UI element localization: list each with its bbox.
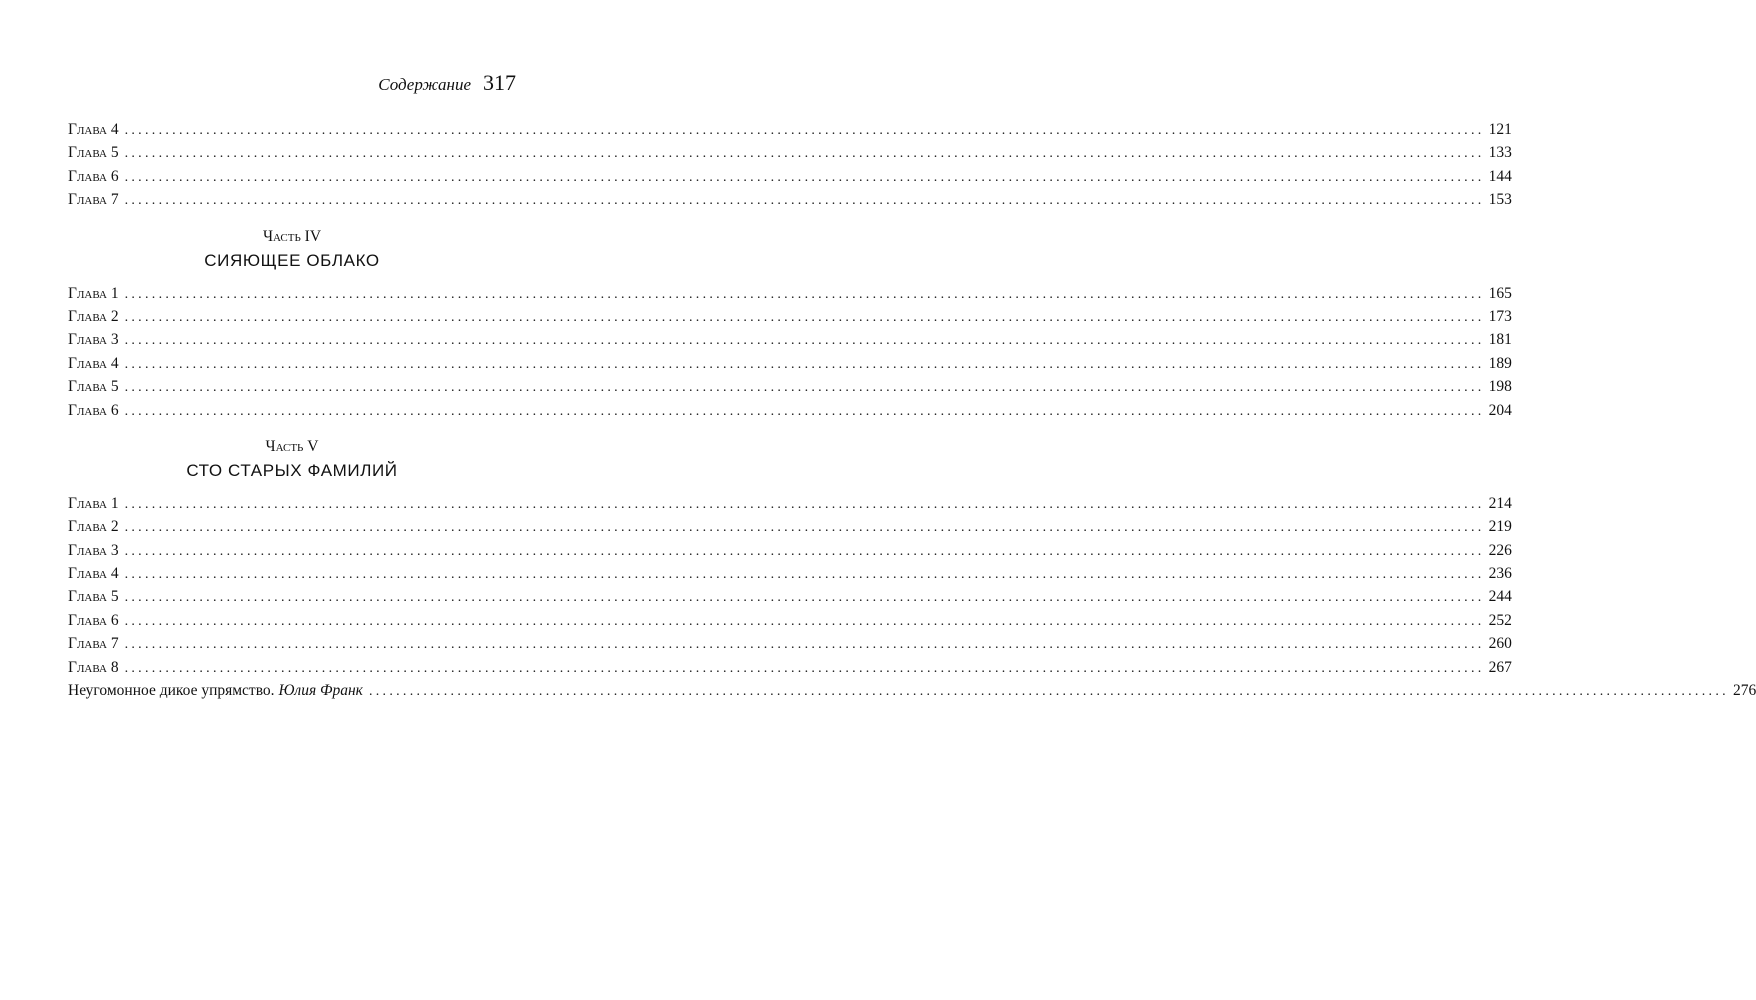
toc-entry-label: Глава 6	[68, 611, 119, 629]
toc-entry-label: Глава 1	[68, 494, 119, 512]
toc-entry	[68, 118, 1512, 141]
toc-entry	[68, 305, 1512, 328]
toc-entry-label: Глава 3	[68, 331, 119, 349]
toc-entry	[68, 399, 1512, 422]
afterword-title: Неугомонное дикое упрямство.	[68, 682, 275, 700]
dot-leader: ........................................................................................................................................................................................................	[124, 146, 1485, 162]
toc-entry-page: 226	[1488, 541, 1512, 559]
running-title: Содержание	[378, 75, 471, 94]
toc-entry	[68, 282, 1512, 305]
toc-entry-page: 214	[1488, 494, 1512, 512]
toc-entry-page: 153	[1488, 191, 1512, 209]
toc-entry-label: Глава 2	[68, 518, 119, 536]
toc-entry	[68, 328, 1512, 351]
part-title: СИЯЮЩЕЕ ОБЛАКО	[204, 250, 380, 270]
toc-entry-page: 189	[1488, 354, 1512, 372]
toc-entry	[68, 141, 1512, 164]
toc-entry-label: Глава 2	[68, 307, 119, 325]
toc-entry-page: 204	[1488, 401, 1512, 419]
dot-leader: ........................................................................................................................................................................................................	[124, 123, 1485, 138]
part-heading	[68, 226, 516, 274]
toc-entry	[68, 632, 1512, 655]
part-label: Часть IV	[262, 227, 322, 245]
toc-entry	[68, 585, 1512, 608]
toc-entry	[68, 656, 1512, 679]
toc-entry-label: Глава 3	[68, 541, 119, 559]
toc-entry	[68, 515, 1512, 538]
toc-entry-label: Глава 5	[68, 378, 119, 396]
toc-entry-label: Глава 4	[68, 565, 119, 583]
afterword-author: Юлия Франк	[278, 682, 363, 700]
dot-leader: ........................................................................................................................................................................................................	[124, 356, 1485, 372]
toc-entry-page: 244	[1488, 588, 1512, 606]
toc-entry-page: 260	[1488, 635, 1512, 653]
toc-entry-label: Глава 4	[68, 121, 119, 138]
toc-entry-page: 173	[1488, 307, 1512, 325]
toc-entry-page: 219	[1488, 518, 1512, 536]
page-number: 317	[483, 70, 516, 95]
toc-entry-afterword	[68, 679, 1756, 702]
part-heading	[68, 436, 516, 484]
toc-entry-label: Глава 1	[68, 284, 119, 302]
toc-entry-label: Глава 6	[68, 167, 119, 185]
toc-entry-label: Глава 5	[68, 588, 119, 606]
toc-entry	[68, 539, 1512, 562]
part-label: Часть V	[265, 437, 319, 455]
running-header	[378, 70, 516, 96]
dot-leader: ........................................................................................................................................................................................................	[124, 193, 1485, 209]
toc-entry	[68, 375, 1512, 398]
afterword-entry	[68, 679, 369, 702]
dot-leader: ........................................................................................................................................................................................................	[124, 660, 1485, 676]
dot-leader: ........................................................................................................................................................................................................	[124, 613, 1485, 629]
dot-leader: ........................................................................................................................................................................................................	[124, 520, 1485, 536]
toc-entry-page: 133	[1488, 144, 1512, 162]
dot-leader: ........................................................................................................................................................................................................	[124, 590, 1485, 606]
dot-leader: ........................................................................................................................................................................................................	[124, 309, 1485, 325]
dot-leader: ........................................................................................................................................................................................................	[124, 543, 1485, 559]
dot-leader: ........................................................................................................................................................................................................	[368, 684, 1729, 700]
toc-entry-page: 267	[1488, 658, 1512, 676]
dot-leader: ........................................................................................................................................................................................................	[124, 169, 1485, 185]
toc-entry-page: 181	[1488, 331, 1512, 349]
toc-entry-label: Глава 6	[68, 401, 119, 419]
toc-entry-page: 144	[1488, 167, 1512, 185]
toc-entry-page: 252	[1488, 611, 1512, 629]
toc-entry-page: 121	[1488, 121, 1512, 138]
dot-leader: ........................................................................................................................................................................................................	[124, 333, 1485, 349]
toc-entry-page: 236	[1488, 565, 1512, 583]
dot-leader: ........................................................................................................................................................................................................	[124, 496, 1485, 512]
part-title: СТО СТАРЫХ ФАМИЛИЙ	[186, 460, 398, 480]
toc-entry-label: Глава 5	[68, 144, 119, 162]
toc-entry	[68, 165, 1512, 188]
toc-entry-page: 276	[1732, 682, 1756, 700]
toc-entry	[68, 562, 1512, 585]
toc-entry-label: Глава 8	[68, 658, 119, 676]
toc-entry-page: 165	[1488, 284, 1512, 302]
toc-entry	[68, 609, 1512, 632]
table-of-contents	[68, 118, 1756, 702]
toc-entry-page: 198	[1488, 378, 1512, 396]
toc-entry	[68, 352, 1512, 375]
toc-entry	[68, 492, 1512, 515]
toc-entry-label: Глава 7	[68, 191, 119, 209]
dot-leader: ........................................................................................................................................................................................................	[124, 637, 1485, 653]
toc-entry-label: Глава 7	[68, 635, 119, 653]
dot-leader: ........................................................................................................................................................................................................	[124, 380, 1485, 396]
dot-leader: ........................................................................................................................................................................................................	[124, 286, 1485, 302]
toc-entry	[68, 188, 1512, 211]
dot-leader: ........................................................................................................................................................................................................	[124, 567, 1485, 583]
dot-leader: ........................................................................................................................................................................................................	[124, 403, 1485, 419]
toc-entry-label: Глава 4	[68, 354, 119, 372]
